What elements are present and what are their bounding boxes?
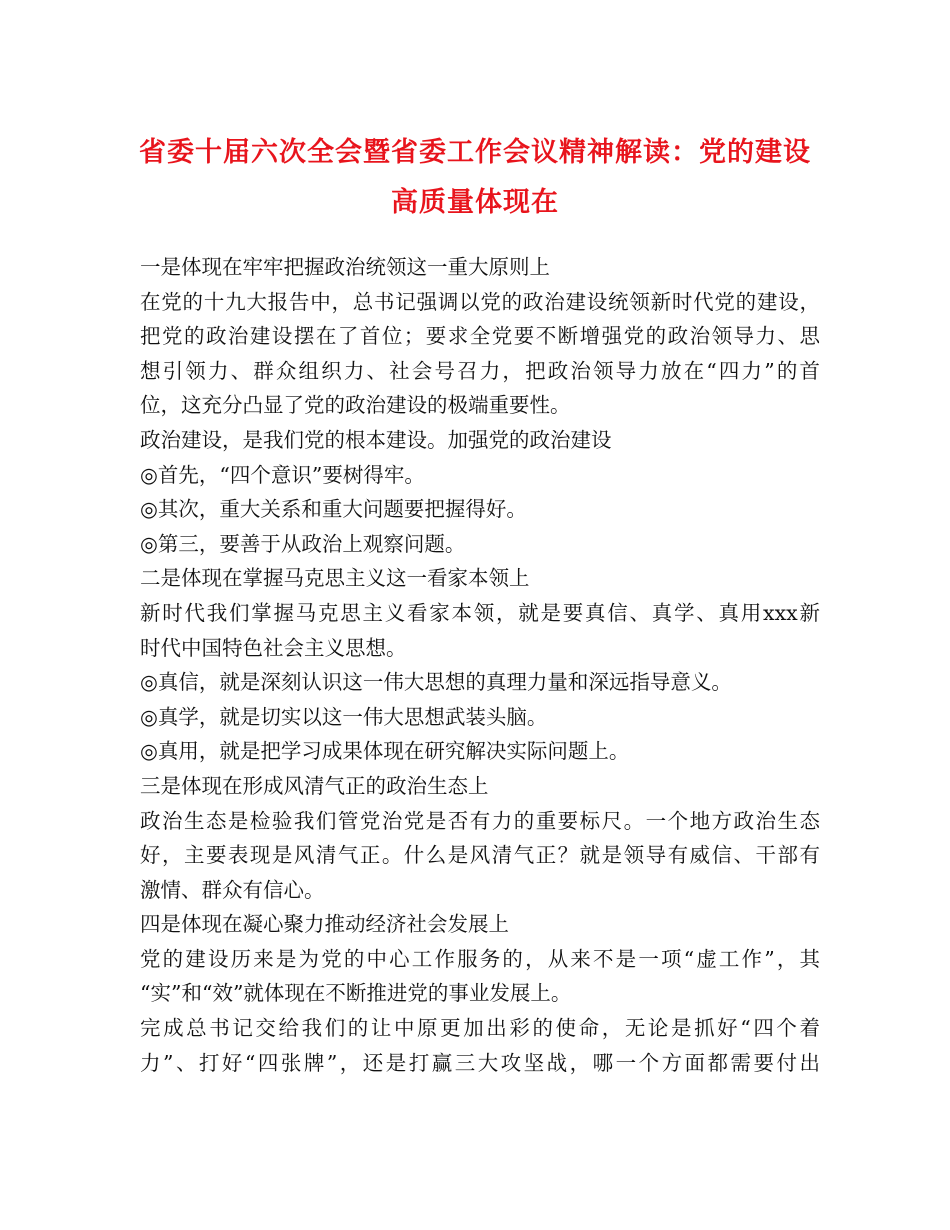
body-line: 在党的十九大报告中，总书记强调以党的政治建设统领新时代党的建设， bbox=[140, 289, 820, 314]
body-line: 政治生态是检验我们管党治党是否有力的重要标尺。一个地方政治生态 bbox=[140, 808, 820, 833]
bullet-line: ◎其次，重大关系和重大问题要把握得好。 bbox=[140, 497, 527, 522]
body-line: 位，这充分凸显了党的政治建设的极端重要性。 bbox=[140, 393, 571, 418]
title-line-1: 省委十届六次全会暨省委工作会议精神解读：党的建设 bbox=[139, 137, 811, 168]
body-line: “实”和“效”就体现在不断推进党的事业发展上。 bbox=[140, 981, 572, 1006]
body-line: 政治建设，是我们党的根本建设。加强党的政治建设 bbox=[140, 427, 612, 452]
bullet-line: ◎首先，“四个意识”要树得牢。 bbox=[140, 462, 425, 487]
bullet-line: ◎真用，就是把学习成果体现在研究解决实际问题上。 bbox=[140, 739, 630, 764]
section-heading-3: 三是体现在形成风清气正的政治生态上 bbox=[140, 773, 489, 798]
body-line: 党的建设历来是为党的中心工作服务的，从来不是一项“虚工作”，其 bbox=[140, 946, 820, 971]
body-line: 时代中国特色社会主义思想。 bbox=[140, 635, 407, 660]
title-line-2: 高质量体现在 bbox=[391, 187, 559, 218]
bullet-line: ◎真信，就是深刻认识这一伟大思想的真理力量和深远指导意义。 bbox=[140, 670, 732, 695]
bullet-line: ◎真学，就是切实以这一伟大思想武装头脑。 bbox=[140, 704, 548, 729]
bullet-line: ◎第三，要善于从政治上观察问题。 bbox=[140, 531, 466, 556]
body-line: 好，主要表现是风清气正。什么是风清气正？就是领导有威信、干部有 bbox=[140, 843, 820, 868]
document-body bbox=[140, 250, 820, 1080]
section-heading-4: 四是体现在凝心聚力推动经济社会发展上 bbox=[140, 912, 509, 937]
body-line: 想引领力、群众组织力、社会号召力，把政治领导力放在“四力”的首 bbox=[140, 358, 820, 383]
section-heading-2: 二是体现在掌握马克思主义这一看家本领上 bbox=[140, 566, 530, 591]
document-title bbox=[100, 128, 850, 228]
body-line: 力”、打好“四张牌”，还是打赢三大攻坚战，哪一个方面都需要付出 bbox=[140, 1050, 820, 1075]
body-line: 把党的政治建设摆在了首位；要求全党要不断增强党的政治领导力、思 bbox=[140, 324, 820, 349]
body-line: 完成总书记交给我们的让中原更加出彩的使命，无论是抓好“四个着 bbox=[140, 1016, 820, 1041]
section-heading-1: 一是体现在牢牢把握政治统领这一重大原则上 bbox=[140, 255, 550, 279]
body-line: 激情、群众有信心。 bbox=[140, 877, 325, 902]
body-line: 新时代我们掌握马克思主义看家本领，就是要真信、真学、真用xxx新 bbox=[140, 600, 820, 625]
